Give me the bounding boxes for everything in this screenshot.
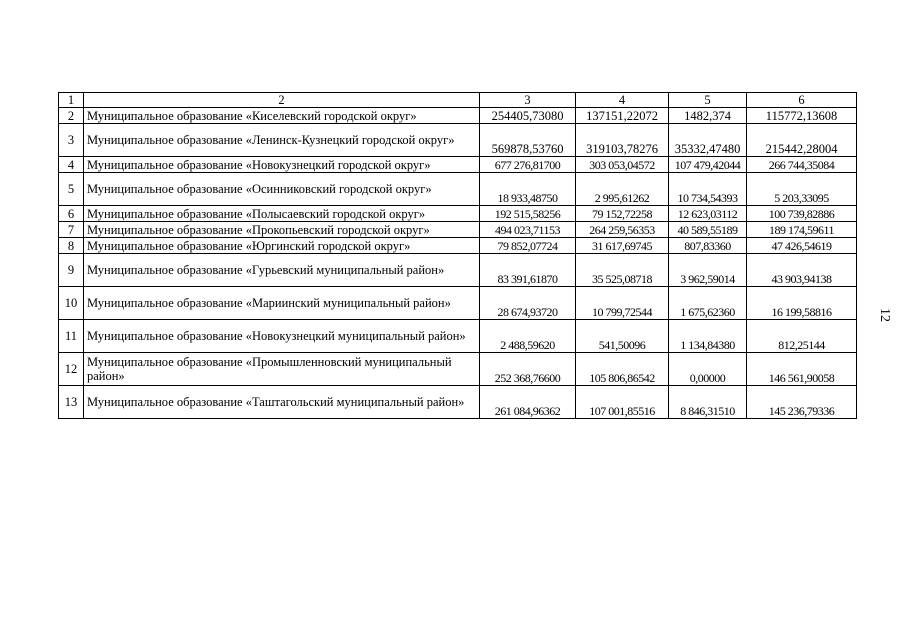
row-number: 7: [59, 222, 84, 238]
data-table: [58, 92, 857, 419]
value-col-5: 107 479,42044: [669, 157, 747, 173]
value-col-6: 189 174,59611: [747, 222, 857, 238]
municipality-name: Муниципальное образование «Юргинский городской округ»: [84, 238, 480, 254]
value-col-4: 2 995,61262: [576, 173, 669, 206]
value-col-3: 83 391,61870: [480, 254, 576, 287]
value-col-5: 40 589,55189: [669, 222, 747, 238]
table-row: [59, 222, 857, 238]
row-number: 2: [59, 108, 84, 124]
value-col-4: 107 001,85516: [576, 386, 669, 419]
value-col-3: 677 276,81700: [480, 157, 576, 173]
value-col-5: 3 962,59014: [669, 254, 747, 287]
table-row: [59, 353, 857, 386]
value-col-4: 79 152,72258: [576, 206, 669, 222]
municipality-name: Муниципальное образование «Полысаевский городской округ»: [84, 206, 480, 222]
value-col-3: 192 515,58256: [480, 206, 576, 222]
value-col-3: 254405,73080: [480, 108, 576, 124]
column-number-6: 6: [747, 93, 857, 108]
column-number-4: 4: [576, 93, 669, 108]
value-col-4: 10 799,72544: [576, 287, 669, 320]
value-col-5: 1482,374: [669, 108, 747, 124]
value-col-4: 303 053,04572: [576, 157, 669, 173]
value-col-6: 215442,28004: [747, 124, 857, 157]
value-col-3: 2 488,59620: [480, 320, 576, 353]
value-col-4: 35 525,08718: [576, 254, 669, 287]
table-row: [59, 287, 857, 320]
value-col-3: 569878,53760: [480, 124, 576, 157]
municipality-name: Муниципальное образование «Новокузнецкий городской округ»: [84, 157, 480, 173]
row-number: 3: [59, 124, 84, 157]
municipality-name: Муниципальное образование «Таштагольский муниципальный район»: [84, 386, 480, 419]
row-number: 8: [59, 238, 84, 254]
municipality-name: Муниципальное образование «Гурьевский муниципальный район»: [84, 254, 480, 287]
value-col-3: 252 368,76600: [480, 353, 576, 386]
column-number-3: 3: [480, 93, 576, 108]
value-col-4: 31 617,69745: [576, 238, 669, 254]
value-col-4: 541,50096: [576, 320, 669, 353]
value-col-6: 266 744,35084: [747, 157, 857, 173]
column-number-2: 2: [84, 93, 480, 108]
value-col-3: 79 852,07724: [480, 238, 576, 254]
row-number: 11: [59, 320, 84, 353]
value-col-5: 10 734,54393: [669, 173, 747, 206]
table-row: [59, 206, 857, 222]
value-col-5: 1 675,62360: [669, 287, 747, 320]
value-col-6: 100 739,82886: [747, 206, 857, 222]
column-number-5: 5: [669, 93, 747, 108]
value-col-3: 18 933,48750: [480, 173, 576, 206]
value-col-4: 264 259,56353: [576, 222, 669, 238]
value-col-6: 43 903,94138: [747, 254, 857, 287]
value-col-6: 115772,13608: [747, 108, 857, 124]
table-row: [59, 238, 857, 254]
value-col-5: 8 846,31510: [669, 386, 747, 419]
value-col-6: 146 561,90058: [747, 353, 857, 386]
table-header-row: [59, 93, 857, 108]
municipality-name: Муниципальное образование «Новокузнецкий муниципальный район»: [84, 320, 480, 353]
value-col-3: 261 084,96362: [480, 386, 576, 419]
row-number: 4: [59, 157, 84, 173]
municipality-name: Муниципальное образование «Мариинский муниципальный район»: [84, 287, 480, 320]
value-col-3: 28 674,93720: [480, 287, 576, 320]
value-col-5: 35332,47480: [669, 124, 747, 157]
row-number: 13: [59, 386, 84, 419]
value-col-4: 137151,22072: [576, 108, 669, 124]
value-col-6: 5 203,33095: [747, 173, 857, 206]
column-number-1: 1: [59, 93, 84, 108]
row-number: 6: [59, 206, 84, 222]
row-number: 12: [59, 353, 84, 386]
table-row: [59, 108, 857, 124]
value-col-5: 1 134,84380: [669, 320, 747, 353]
table-row: [59, 386, 857, 419]
table-row: [59, 254, 857, 287]
value-col-5: 0,00000: [669, 353, 747, 386]
table-row: [59, 124, 857, 157]
municipality-name: Муниципальное образование «Ленинск-Кузнецкий городской округ»: [84, 124, 480, 157]
municipality-name: Муниципальное образование «Осинниковский городской округ»: [84, 173, 480, 206]
municipality-name: Муниципальное образование «Промышленновский муниципальный район»: [84, 353, 480, 386]
value-col-4: 105 806,86542: [576, 353, 669, 386]
value-col-5: 807,83360: [669, 238, 747, 254]
value-col-3: 494 023,71153: [480, 222, 576, 238]
municipality-name: Муниципальное образование «Киселевский городской округ»: [84, 108, 480, 124]
row-number: 10: [59, 287, 84, 320]
value-col-6: 145 236,79336: [747, 386, 857, 419]
row-number: 9: [59, 254, 84, 287]
municipality-name: Муниципальное образование «Прокопьевский городской округ»: [84, 222, 480, 238]
row-number: 5: [59, 173, 84, 206]
value-col-5: 12 623,03112: [669, 206, 747, 222]
page-number: 12: [877, 308, 892, 322]
value-col-4: 319103,78276: [576, 124, 669, 157]
table-row: [59, 173, 857, 206]
table-row: [59, 157, 857, 173]
value-col-6: 812,25144: [747, 320, 857, 353]
value-col-6: 47 426,54619: [747, 238, 857, 254]
value-col-6: 16 199,58816: [747, 287, 857, 320]
table-row: [59, 320, 857, 353]
